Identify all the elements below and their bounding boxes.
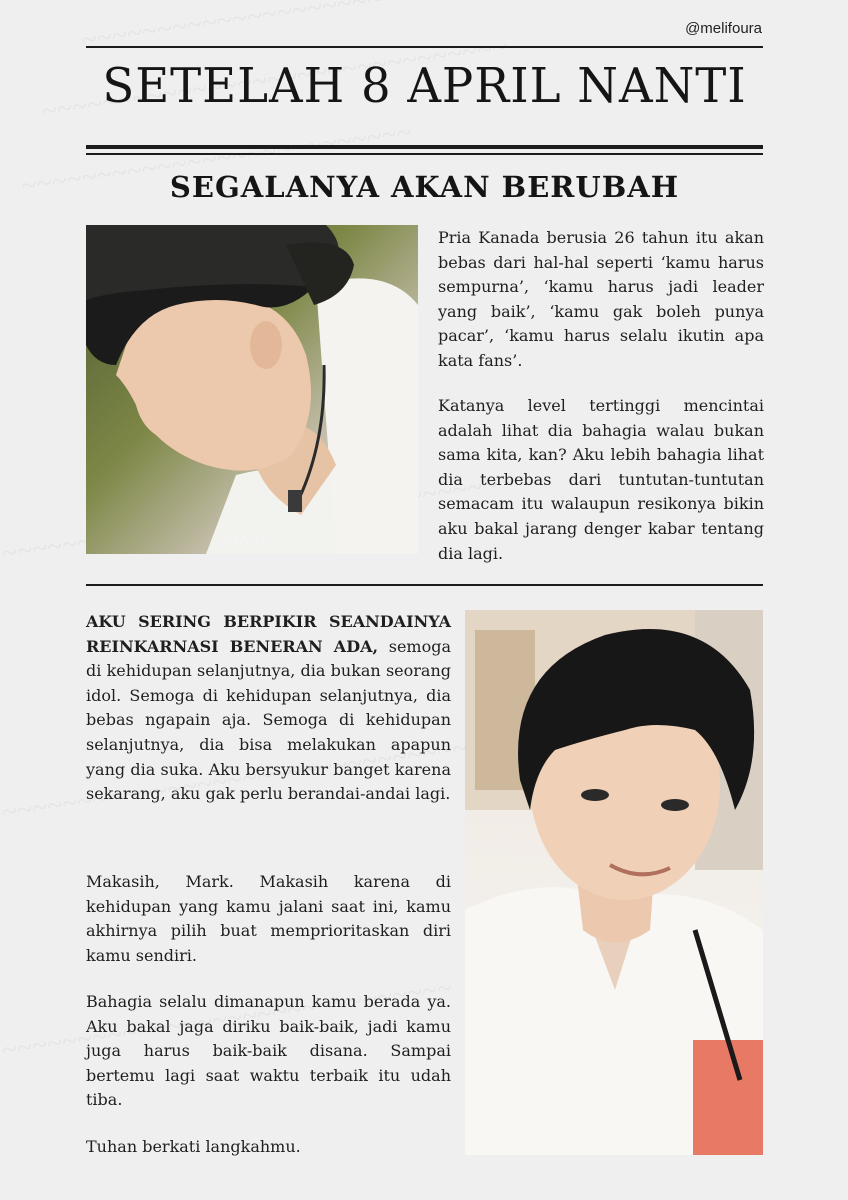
paragraph-lead-continuation: semoga di kehidupan selanjutnya, dia bukan seorang idol. Semoga di kehidupan selanjutnya, dia bebas ngapain aja. Semoga di kehidupan selanjutnya, dia bisa melakukan apapun yang dia suka. Aku bersyukur banget karena sekarang, aku gak perlu berandai-andai lagi. [86, 636, 451, 804]
paragraph-love: Katanya level tertinggi mencintai adalah lihat dia bahagia walau bukan sama kita, kan? Aku lebih bahagia lihat dia terbebas dari tuntutan-tuntutan semacam itu walaupun resikonya bikin aku bakal jarang denger kabar tentang dia lagi. [438, 396, 764, 563]
section-divider [86, 584, 763, 586]
paragraph-lead: AKU SERING BERPIKIR SEANDAINYA REINKARNASI BENERAN ADA, [86, 612, 451, 656]
portrait-photo [86, 225, 418, 554]
headline: SETELAH 8 APRIL NANTI [102, 58, 747, 114]
paragraph-wishes: Bahagia selalu dimanapun kamu berada ya. Aku bakal jaga diriku baik-baik, jadi kamu juga harus baik-baik disana. Sampai bertemu lagi saat waktu terbaik itu udah tiba. [86, 992, 451, 1110]
smiling-photo [465, 610, 763, 1155]
subheadline: SEGALANYA AKAN BERUBAH [169, 170, 680, 204]
portrait-illustration [86, 225, 418, 554]
paragraph-thanks: Makasih, Mark. Makasih karena di kehidupan yang kamu jalani saat ini, kamu akhirnya pilih buat memprioritaskan diri kamu sendiri. [86, 872, 451, 965]
author-handle: @melifoura [685, 20, 762, 37]
top-rule [86, 46, 763, 48]
paragraph-intro: Pria Kanada berusia 26 tahun itu akan bebas dari hal-hal seperti ‘kamu harus sempurna’, ‘kamu harus jadi leader yang baik’, ‘kamu gak boleh punya pacar’, ‘kamu harus selalu ikutin apa kata fans’. [438, 228, 764, 370]
smiling-illustration [465, 610, 763, 1155]
masthead-rule-thin [86, 153, 763, 155]
masthead-rule-thick [86, 145, 763, 149]
paragraph-blessing: Tuhan berkati langkahmu. [86, 1137, 301, 1156]
paragraph-reincarnation [86, 610, 451, 807]
photo-caption: MARK [226, 533, 271, 548]
